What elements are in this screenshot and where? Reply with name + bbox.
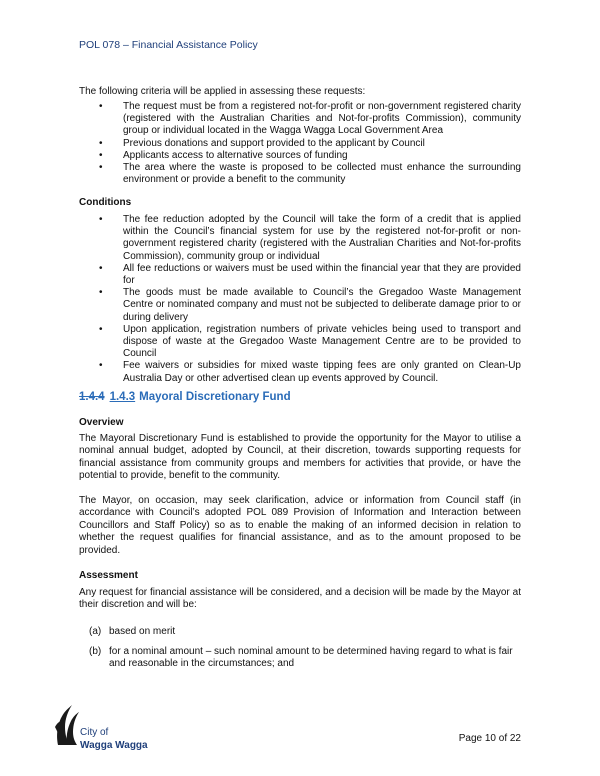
bullet-icon: • [99, 360, 103, 372]
list-item [79, 287, 521, 324]
overview-paragraph-2: The Mayor, on occasion, may seek clarification, advice or information from Council staff (in accordance with Council’s adopted POL 089 Provision of Information and Interaction between Councillors and Staff Policy) so as to enable the making of an informed decision in relation to whether the request qualifies for financial assistance, and as to the amount proposed to be provided. [79, 495, 521, 556]
list-item [79, 162, 521, 186]
criteria-item-text: Applicants access to alternative sources of funding [123, 149, 348, 161]
criteria-list [79, 101, 521, 186]
conditions-list [79, 214, 521, 385]
logo-text-wagga: Wagga Wagga [80, 740, 148, 751]
condition-item-text: The goods must be made available to Council’s the Gregadoo Waste Management Centre or nominated company and must not be subjected to deliberate damage prior to or during delivery [123, 287, 521, 323]
bullet-icon: • [99, 323, 103, 335]
criteria-item-text: Previous donations and support provided to the applicant by Council [123, 137, 425, 149]
list-item [79, 626, 521, 638]
list-item [79, 101, 521, 138]
condition-item-text: All fee reductions or waivers must be used within the financial year that they are provided for [123, 262, 521, 287]
city-logo [55, 705, 155, 755]
list-item [79, 263, 521, 287]
assessment-intro: Any request for financial assistance will be considered, and a decision will be made by the Mayor at their discretion and will be: [79, 587, 521, 611]
assessment-item-text: based on merit [109, 626, 176, 637]
criteria-item-text: The request must be from a registered not-for-profit or non-government registered charity (registered with the Australian Charities and Not-for-profits Commission), community group or individual located in the Wagga Wagga Local Government Area [123, 101, 521, 137]
section-new-number: 1.4.3 [109, 391, 136, 403]
assessment-heading: Assessment [79, 570, 138, 581]
conditions-heading: Conditions [79, 197, 132, 208]
logo-text-city: City of [80, 727, 109, 738]
criteria-item-text: The area where the waste is proposed to be collected must enhance the surrounding environment or provide a benefit to the community [123, 162, 521, 186]
bullet-icon: • [99, 137, 103, 149]
list-item [79, 138, 521, 150]
condition-item-text: Fee waivers or subsidies for mixed waste tipping fees are only granted on Clean-Up Australia Day or other advertised clean up events approved by Council. [123, 360, 521, 384]
bullet-icon: • [99, 262, 103, 274]
condition-item-text: Upon application, registration numbers of private vehicles being used to transport and dispose of waste at the Gregadoo Waste Management Centre are to be provided to Council [123, 323, 521, 360]
wagga-wagga-logo-icon [55, 705, 81, 745]
page-header-title: POL 078 – Financial Assistance Policy [79, 39, 258, 51]
list-item [79, 324, 521, 361]
section-old-number: 1.4.4 [79, 391, 105, 403]
bullet-icon: • [99, 214, 103, 225]
page-number: Page 10 of 22 [458, 733, 521, 744]
bullet-icon: • [99, 101, 103, 112]
section-title: Mayoral Discretionary Fund [139, 391, 291, 403]
bullet-icon: • [99, 287, 103, 299]
assessment-item-text: for a nominal amount – such nominal amount to be determined having regard to what is fair and reasonable in the circumstances; and [109, 646, 513, 670]
list-item [79, 150, 521, 162]
bullet-icon: • [99, 149, 103, 161]
list-item [79, 360, 521, 384]
overview-paragraph-1: The Mayoral Discretionary Fund is established to provide the opportunity for the Mayor to utilise a nominal annual budget, adopted by Council, at their discretion, towards supporting requests for financial assistance from community groups and members for activities that provide, or have the potential to provide, benefit to the community. [79, 433, 521, 482]
criteria-intro: The following criteria will be applied in assessing these requests: [79, 86, 366, 97]
section-heading [79, 391, 291, 403]
list-item [79, 646, 521, 671]
overview-heading: Overview [79, 417, 124, 428]
bullet-icon: • [99, 162, 103, 174]
list-marker: (a) [89, 626, 102, 637]
list-marker: (b) [89, 646, 102, 657]
list-item [79, 214, 521, 263]
condition-item-text: The fee reduction adopted by the Council will take the form of a credit that is applied within the Council’s financial system for use by the registered not-for-profit or non-government registered charity (registered with the Australian Charities and Not-for-profits Commission), community group or individual [123, 214, 521, 262]
